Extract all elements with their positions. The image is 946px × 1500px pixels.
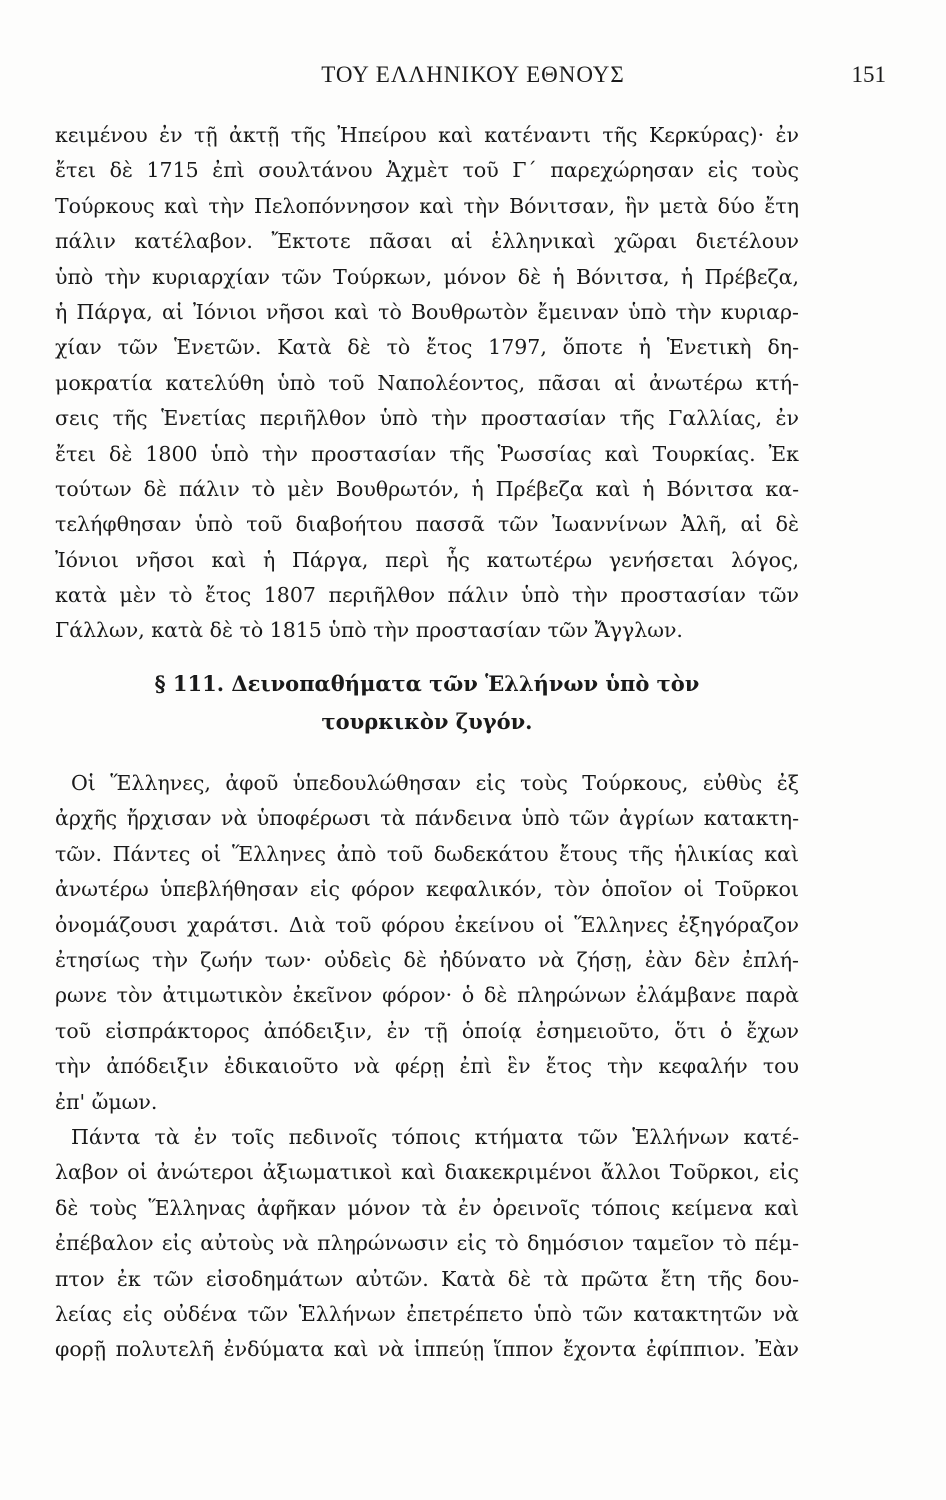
text-line: ἐτησίως τὴν ζωήν των· οὐδεὶς δὲ ἠδύνατο νὰ ζήσῃ, ἐὰν δὲν ἐπλή- — [55, 947, 799, 972]
paragraph-2 — [55, 1120, 799, 1368]
text-line: μοκρατία κατελύθη ὑπὸ τοῦ Ναπολέοντος, πᾶσαι αἱ ἀνωτέρω κτή- — [55, 370, 799, 395]
text-line: ὑπὸ τὴν κυριαρχίαν τῶν Τούρκων, μόνον δὲ ἡ Βόνιτσα, ἡ Πρέβεζα, — [55, 264, 799, 289]
text-line: τούτων δὲ πάλιν τὸ μὲν Βουθρωτόν, ἡ Πρέβεζα καὶ ἡ Βόνιτσα κα- — [55, 476, 799, 501]
paragraph-continuation — [55, 118, 799, 649]
text-line: ἡ Πάργα, αἱ Ἰόνιοι νῆσοι καὶ τὸ Βουθρωτὸν ἔμειναν ὑπὸ τὴν κυριαρ- — [55, 299, 799, 324]
text-line: Τούρκους καὶ τὴν Πελοπόννησον καὶ τὴν Βόνιτσαν, ἣν μετὰ δύο ἔτη — [55, 193, 799, 218]
text-line: λαβον οἱ ἀνώτεροι ἀξιωματικοὶ καὶ διακεκριμένοι ἄλλοι Τοῦρκοι, εἰς — [55, 1160, 799, 1185]
text-line: ἔτει δὲ 1800 ὑπὸ τὴν προστασίαν τῆς Ῥωσσίας καὶ Τουρκίας. Ἐκ — [55, 441, 799, 466]
text-line: ἐπ' ὤμων. — [55, 1089, 158, 1114]
text-line: ἔτει δὲ 1715 ἐπὶ σουλτάνου Ἀχμὲτ τοῦ Γ΄ παρεχώρησαν εἰς τοὺς — [55, 158, 799, 183]
text-line: ἐπέβαλον εἰς αὐτοὺς νὰ πληρώνωσιν εἰς τὸ δημόσιον ταμεῖον τὸ πέμ- — [55, 1231, 799, 1256]
text-line: κατὰ μὲν τὸ ἔτος 1807 περιῆλθον πάλιν ὑπὸ τὴν προστασίαν τῶν — [55, 583, 799, 608]
text-line: Πάντα τὰ ἐν τοῖς πεδινοῖς τόποις κτήματα τῶν Ἑλλήνων κατέ- — [71, 1125, 799, 1149]
section-heading — [55, 665, 799, 741]
text-line: τῶν. Πάντες οἱ Ἕλληνες ἀπὸ τοῦ δωδεκάτου ἔτους τῆς ἡλικίας καὶ — [55, 841, 799, 866]
text-line: Οἱ Ἕλληνες, ἀφοῦ ὑπεδουλώθησαν εἰς τοὺς Τούρκους, εὐθὺς ἐξ — [71, 771, 799, 795]
text-line: σεις τῆς Ἑνετίας περιῆλθον ὑπὸ τὴν προστασίαν τῆς Γαλλίας, ἐν — [55, 406, 799, 431]
text-line: δὲ τοὺς Ἕλληνας ἀφῆκαν μόνον τὰ ἐν ὀρεινοῖς τόποις κείμενα καὶ — [55, 1195, 799, 1220]
text-line: ἀνωτέρω ὑπεβλήθησαν εἰς φόρον κεφαλικόν, τὸν ὁποῖον οἱ Τοῦρκοι — [55, 877, 799, 902]
text-line: ἀρχῆς ἤρχισαν νὰ ὑποφέρωσι τὰ πάνδεινα ὑπὸ τῶν ἀγρίων κατακτη- — [55, 806, 799, 831]
text-line: χίαν τῶν Ἑνετῶν. Κατὰ δὲ τὸ ἔτος 1797, ὅποτε ἡ Ἑνετικὴ δη- — [55, 335, 799, 360]
text-line: λείας εἰς οὐδένα τῶν Ἑλλήνων ἐπετρέπετο ὑπὸ τῶν κατακτητῶν νὰ — [55, 1301, 799, 1326]
text-line: ὀνομάζουσι χαράτσι. Διὰ τοῦ φόρου ἐκείνου οἱ Ἕλληνες ἐξηγόραζον — [55, 912, 799, 937]
text-line: πτον ἐκ τῶν εἰσοδημάτων αὐτῶν. Κατὰ δὲ τὰ πρῶτα ἔτη τῆς δου- — [55, 1266, 799, 1291]
text-line: Γάλλων, κατὰ δὲ τὸ 1815 ὑπὸ τὴν προστασίαν τῶν Ἄγγλων. — [55, 618, 683, 643]
text-line: φορῇ πολυτελῆ ἐνδύματα καὶ νὰ ἱππεύῃ ἵππον ἔχοντα ἐφίππιον. Ἐὰν — [55, 1337, 799, 1362]
text-line: ρωνε τὸν ἀτιμωτικὸν ἐκεῖνον φόρον· ὁ δὲ πληρώνων ἐλάμβανε παρὰ — [55, 983, 799, 1008]
text-line: κειμένου ἐν τῇ ἀκτῇ τῆς Ἠπείρου καὶ κατέναντι τῆς Κερκύρας)· ἐν — [55, 123, 799, 147]
paragraph-1 — [55, 766, 799, 1120]
text-line: τὴν ἀπόδειξιν ἐδικαιοῦτο νὰ φέρῃ ἐπὶ ἓν ἔτος τὴν κεφαλήν του — [55, 1054, 799, 1079]
running-header — [60, 62, 886, 92]
text-line: τοῦ εἰσπράκτορος ἀπόδειξιν, ἐν τῇ ὁποίᾳ ἐσημειοῦτο, ὅτι ὁ ἔχων — [55, 1018, 799, 1043]
text-line: πάλιν κατέλαβον. Ἔκτοτε πᾶσαι αἱ ἑλληνικαὶ χῶραι διετέλουν — [55, 229, 799, 254]
running-title: ΤΟΥ ΕΛΛΗΝΙΚΟΥ ΕΘΝΟΥΣ — [321, 62, 625, 87]
text-line: Ἰόνιοι νῆσοι καὶ ἡ Πάργα, περὶ ἧς κατωτέρω γενήσεται λόγος, — [55, 547, 799, 572]
page-number: 151 — [851, 62, 886, 87]
text-line: τελήφθησαν ὑπὸ τοῦ διαβοήτου πασσᾶ τῶν Ἰωαννίνων Ἀλῆ, αἱ δὲ — [55, 512, 799, 537]
section-heading-line-1: § 111. Δεινοπαθήματα τῶν Ἑλλήνων ὑπὸ τὸν — [154, 671, 700, 696]
section-heading-line-2: τουρκικὸν ζυγόν. — [321, 709, 533, 734]
